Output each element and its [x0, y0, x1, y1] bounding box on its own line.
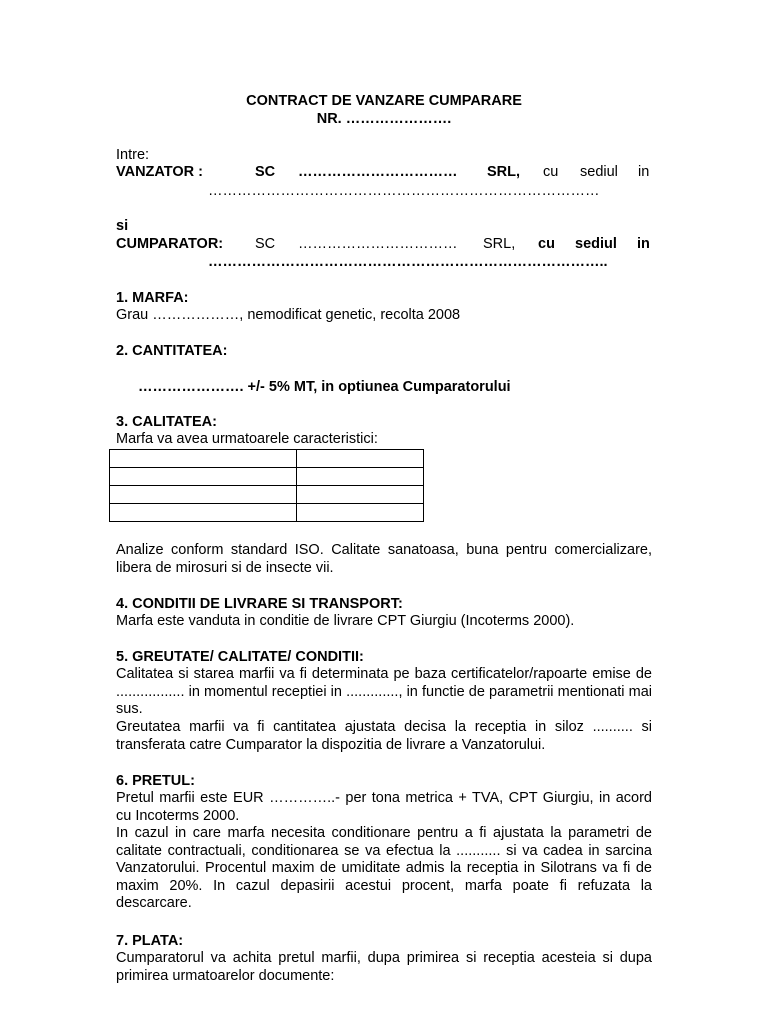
table-row	[110, 504, 424, 522]
seller-label: VANZATOR :	[116, 164, 203, 180]
buyer-in: in	[637, 236, 650, 252]
table-cell	[110, 486, 297, 504]
table-cell	[297, 504, 424, 522]
seller-name-dots: ……………………………	[298, 164, 458, 180]
section-5-paragraph-2: Greutatea marfii va fi cantitatea ajustata decisa la receptia in siloz .......... si transferata catre Cumparator la dispozitia de livrare a Vanzatorului.	[116, 719, 652, 753]
section-5-heading: 5. GREUTATE/ CALITATE/ CONDITII:	[116, 649, 364, 665]
buyer-cu: cu	[538, 236, 555, 252]
section-6-paragraph-2: In cazul in care marfa necesita conditionare pentru a fi ajustata la parametri de calitate contractuali, conditionarea se va efectua la ........... si va cadea in sarcina Vanzatorului. Procentul maxim de umiditate admis la receptia in Silotrans va fi de maxim 20%. In cazul depasirii acestui procent, marfa poate fi refuzata la descarcare.	[116, 825, 652, 911]
seller-sc: SC	[255, 164, 276, 180]
quality-table	[109, 449, 424, 522]
table-cell	[297, 450, 424, 468]
seller-srl: SRL,	[487, 164, 521, 180]
section-6-heading: 6. PRETUL:	[116, 773, 195, 789]
table-cell	[297, 486, 424, 504]
buyer-sediul: sediul	[575, 236, 617, 252]
buyer-srl: SRL,	[483, 236, 516, 252]
intro-text: Intre:	[116, 147, 150, 163]
section-2-text: …………………. +/- 5% MT, in optiunea Cumparatorului	[138, 379, 511, 395]
section-2-heading: 2. CANTITATEA:	[116, 343, 228, 359]
seller-sediul: sediul	[580, 164, 618, 180]
section-4-heading: 4. CONDITII DE LIVRARE SI TRANSPORT:	[116, 596, 403, 612]
section-3-text: Marfa va avea urmatoarele caracteristici:	[116, 431, 378, 447]
section-6-paragraph-1: Pretul marfii este EUR …………..- per tona metrica + TVA, CPT Giurgiu, in acord cu Incoterms 2000.	[116, 790, 652, 824]
section-3-heading: 3. CALITATEA:	[116, 414, 217, 430]
buyer-name-dots: ……………………………	[298, 236, 458, 252]
section-7-paragraph-1: Cumparatorul va achita pretul marfii, dupa primirea si receptia acesteia si dupa primirea urmatoarelor documente:	[116, 950, 652, 984]
buyer-address-dots: ………………………………………………………………………..	[208, 254, 608, 270]
seller-in: in	[638, 164, 650, 180]
buyer-label: CUMPARATOR:	[116, 236, 224, 252]
table-cell	[297, 468, 424, 486]
contract-number: NR. ………………….	[316, 111, 452, 127]
buyer-sc: SC	[255, 236, 276, 252]
section-7-heading: 7. PLATA:	[116, 933, 184, 949]
si-text: si	[116, 218, 129, 234]
section-3-after-text: Analize conform standard ISO. Calitate sanatoasa, buna pentru comercializare, libera de mirosuri si de insecte vii.	[116, 542, 652, 576]
table-cell	[110, 504, 297, 522]
table-row	[110, 486, 424, 504]
seller-cu: cu	[543, 164, 559, 180]
contract-title: CONTRACT DE VANZARE CUMPARARE	[246, 93, 522, 109]
table-cell	[110, 468, 297, 486]
seller-address-dots: ………………………………………………………………………	[208, 183, 600, 199]
section-1-heading: 1. MARFA:	[116, 290, 189, 306]
section-4-text: Marfa este vanduta in conditie de livrare CPT Giurgiu (Incoterms 2000).	[116, 613, 575, 629]
table-row	[110, 450, 424, 468]
table-row	[110, 468, 424, 486]
section-1-text: Grau ………………, nemodificat genetic, recolta 2008	[116, 307, 461, 323]
section-5-paragraph-1: Calitatea si starea marfii va fi determinata pe baza certificatelor/rapoarte emise de ................. in momentul receptiei in ............., in functie de parametrii mentionati mai sus.	[116, 666, 652, 717]
table-cell	[110, 450, 297, 468]
